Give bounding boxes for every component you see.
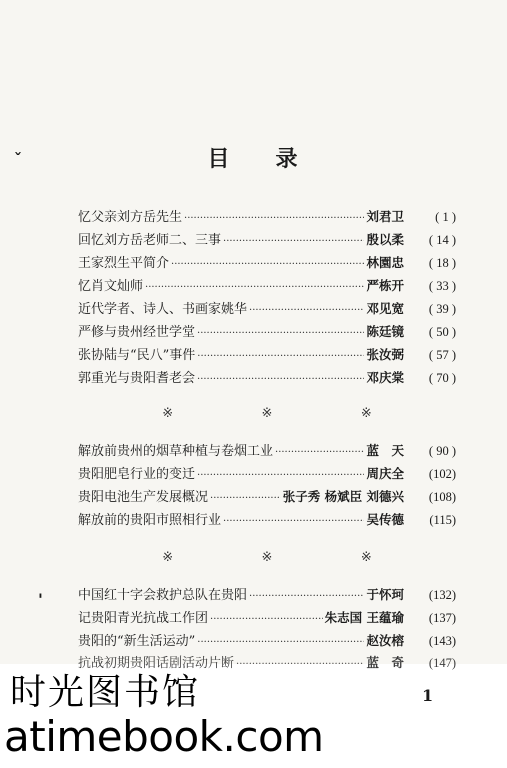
- entry-title: 解放前的贵阳市照相行业: [78, 513, 222, 528]
- toc-entry[interactable]: [78, 321, 456, 344]
- leader-dots: [197, 637, 364, 648]
- toc-section-2: [78, 440, 456, 532]
- leader-dots: [184, 213, 364, 224]
- leader-dots: [210, 614, 323, 625]
- toc-section-1: [78, 206, 456, 390]
- entry-author: 严栋开: [366, 278, 404, 293]
- toc-entry[interactable]: [78, 509, 456, 532]
- leader-dots: [197, 470, 364, 481]
- title-char-2: 录: [275, 146, 300, 172]
- leader-dots: [249, 305, 364, 316]
- leader-dots: [210, 493, 281, 504]
- leader-dots: [197, 328, 364, 339]
- watermark-text-url: atimebook.com: [4, 712, 324, 761]
- entry-author: 陈廷镜: [366, 324, 404, 339]
- stray-mark-top: ˇ: [14, 150, 22, 169]
- entry-title: 贵阳电池生产发展概况: [78, 490, 209, 505]
- toc-entry[interactable]: [78, 607, 456, 630]
- entry-title: 王家烈生平简介: [78, 256, 170, 271]
- entry-author: 周庆全: [366, 466, 404, 481]
- entry-page: (132): [428, 588, 456, 602]
- separator-mark: ※: [360, 550, 372, 565]
- entry-author: 邓见宽: [366, 301, 404, 316]
- section-separator: [78, 550, 456, 565]
- page-title: [0, 142, 507, 173]
- entry-author: 殷以柔: [366, 232, 404, 247]
- separator-mark: ※: [261, 550, 273, 565]
- entry-title: 贵阳肥皂行业的变迁: [78, 467, 196, 482]
- toc-entry[interactable]: [78, 344, 456, 367]
- separator-mark: ※: [261, 406, 273, 421]
- entry-page: ( 57 ): [428, 348, 456, 362]
- leader-dots: [275, 447, 364, 458]
- entry-page: (143): [428, 634, 456, 648]
- separator-mark: ※: [162, 406, 174, 421]
- separator-mark: ※: [162, 550, 174, 565]
- entry-title: 抗战初期贵阳话剧活动片断: [78, 656, 235, 671]
- entry-page: ( 90 ): [428, 444, 456, 458]
- entry-title: 忆父亲刘方岳先生: [78, 210, 183, 225]
- entry-author: 蓝 天: [366, 443, 404, 458]
- entry-author: 张子秀 杨斌臣 刘德兴: [282, 489, 404, 504]
- toc-entry[interactable]: [78, 229, 456, 252]
- section-separator: [78, 406, 456, 421]
- entry-title: 解放前贵州的烟草种植与卷烟工业: [78, 444, 274, 459]
- entry-author: 张汝弼: [366, 347, 404, 362]
- leader-dots: [197, 374, 364, 385]
- entry-author: 吴传德: [366, 512, 404, 527]
- leader-dots: [223, 236, 364, 247]
- watermark-text-cn: 时光图书馆: [10, 672, 201, 713]
- toc-entry[interactable]: [78, 275, 456, 298]
- entry-page: ( 50 ): [428, 325, 456, 339]
- entry-author: 林園忠: [366, 255, 404, 270]
- page-number: 1: [422, 686, 434, 705]
- entry-title: 近代学者、诗人、书画家姚华: [78, 302, 248, 317]
- entry-page: ( 14 ): [428, 233, 456, 247]
- entry-title: 贵阳的“新生活运动”: [78, 634, 196, 649]
- leader-dots: [145, 282, 364, 293]
- entry-page: (108): [428, 490, 456, 504]
- entry-page: ( 39 ): [428, 302, 456, 316]
- entry-title: 郭重光与贵阳耆老会: [78, 371, 196, 386]
- toc-entry[interactable]: [78, 206, 456, 229]
- entry-author: 蓝 奇: [366, 655, 404, 670]
- entry-title: 张协陆与“民八”事件: [78, 348, 196, 363]
- toc-entry[interactable]: [78, 486, 456, 509]
- entry-page: (147): [428, 656, 456, 670]
- toc-entry[interactable]: [78, 252, 456, 275]
- toc-entry[interactable]: [78, 463, 456, 486]
- toc-entry[interactable]: [78, 630, 456, 653]
- leader-dots: [171, 259, 364, 270]
- leader-dots: [236, 659, 364, 670]
- stray-mark-mid: ': [38, 590, 43, 609]
- entry-page: ( 18 ): [428, 256, 456, 270]
- title-char-1: 目: [207, 146, 232, 172]
- entry-page: ( 70 ): [428, 371, 456, 385]
- entry-page: ( 1 ): [435, 210, 456, 224]
- leader-dots: [197, 351, 364, 362]
- toc-entry[interactable]: [78, 367, 456, 390]
- entry-page: (115): [429, 513, 456, 527]
- entry-author: 刘君卫: [366, 209, 404, 224]
- entry-title: 记贵阳青光抗战工作团: [78, 611, 209, 626]
- entry-page: (102): [428, 467, 456, 481]
- entry-page: ( 33 ): [428, 279, 456, 293]
- entry-author: 邓庆棠: [366, 370, 404, 385]
- entry-author: 朱志国 王蕴瑜: [324, 610, 404, 625]
- entry-title: 忆肖文灿师: [78, 279, 144, 294]
- leader-dots: [223, 516, 364, 527]
- toc-entry[interactable]: [78, 440, 456, 463]
- toc-section-3: [78, 584, 456, 653]
- entry-title: 中国红十字会救护总队在贵阳: [78, 588, 248, 603]
- entry-title: 回忆刘方岳老师二、三事: [78, 233, 222, 248]
- entry-author: 于怀珂: [366, 587, 404, 602]
- toc-entry[interactable]: [78, 298, 456, 321]
- toc-entry[interactable]: [78, 584, 456, 607]
- entry-title: 严修与贵州经世学堂: [78, 325, 196, 340]
- entry-page: (137): [428, 611, 456, 625]
- entry-author: 赵汝榕: [366, 633, 404, 648]
- leader-dots: [249, 591, 364, 602]
- separator-mark: ※: [360, 406, 372, 421]
